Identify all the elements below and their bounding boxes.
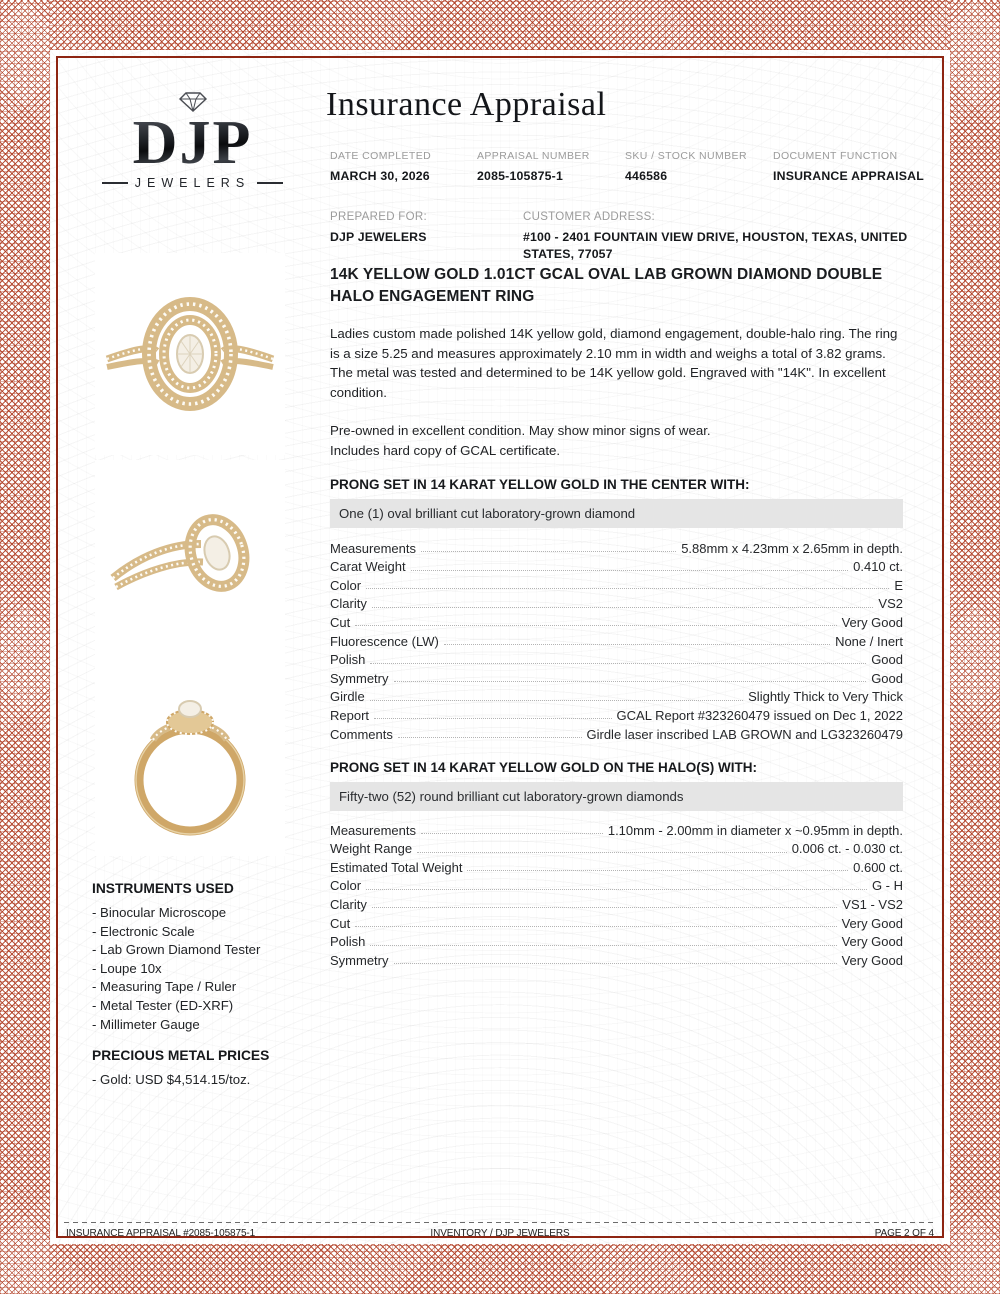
meta-value: 446586: [625, 169, 668, 183]
spec-row: [330, 574, 903, 593]
meta-appraisal-number: [477, 150, 590, 183]
meta-label: DOCUMENT FUNCTION: [773, 150, 898, 162]
metal-price-item: - Gold: USD $4,514.15/toz.: [92, 1072, 251, 1087]
dotted-leader: [394, 963, 837, 964]
instrument-item: - Binocular Microscope: [92, 905, 227, 920]
dotted-leader: [366, 889, 867, 890]
spec-value: G - H: [871, 878, 903, 894]
spec-row: [330, 949, 903, 968]
instrument-item: - Electronic Scale: [92, 923, 195, 939]
meta-label: SKU / STOCK NUMBER: [625, 150, 747, 162]
instruments-used-block: [92, 881, 317, 1034]
customer-address-value: #100 - 2401 FOUNTAIN VIEW DRIVE, HOUSTON, TEXAS, UNITED STATES, 77057: [523, 230, 908, 261]
dotted-leader: [444, 644, 830, 645]
customer-address-block: [523, 211, 908, 262]
instruments-heading: INSTRUMENTS USED: [92, 881, 234, 896]
dotted-leader: [370, 700, 743, 701]
spec-value: GCAL Report #323260479 issued on Dec 1, 2022: [616, 707, 903, 723]
spec-table-center-stone: [330, 537, 903, 742]
spec-value: 0.006 ct. - 0.030 ct.: [791, 841, 903, 857]
spec-value: E: [894, 577, 903, 593]
spec-value: Very Good: [841, 614, 903, 630]
spec-row: [330, 686, 903, 705]
spec-row: [330, 667, 903, 686]
spec-label: Symmetry: [330, 670, 389, 686]
document-title: Insurance Appraisal: [326, 86, 607, 123]
spec-row: [330, 649, 903, 668]
logo-dash-left: [102, 182, 128, 184]
spec-value: Very Good: [841, 934, 903, 950]
precious-metal-prices-block: [92, 1048, 317, 1090]
dotted-leader: [467, 870, 848, 871]
spec-value: Good: [871, 652, 903, 668]
meta-sku-number: [625, 150, 747, 183]
spec-label: Color: [330, 878, 362, 894]
spec-row: [330, 856, 903, 875]
dotted-leader: [421, 833, 603, 834]
spec-value: None / Inert: [835, 633, 903, 649]
spec-row: [330, 556, 903, 575]
spec-row: [330, 704, 903, 723]
meta-value: MARCH 30, 2026: [330, 169, 430, 183]
logo-monogram: DJP: [90, 114, 295, 172]
meta-label: DATE COMPLETED: [330, 150, 432, 162]
dotted-leader: [411, 570, 848, 571]
spec-row: [330, 537, 903, 556]
spec-value: VS2: [878, 596, 903, 612]
spec-label: Clarity: [330, 596, 367, 612]
spec-table-halo-stones: [330, 819, 903, 968]
spec-label: Measurements: [330, 540, 416, 556]
spec-row: [330, 723, 903, 742]
meta-value: INSURANCE APPRAISAL: [773, 169, 924, 183]
section-heading-center-stone: PRONG SET IN 14 KARAT YELLOW GOLD IN THE CENTER WITH:: [330, 477, 750, 492]
dotted-leader: [417, 852, 787, 853]
dotted-leader: [355, 926, 836, 927]
spec-label: Comments: [330, 726, 393, 742]
spec-row: [330, 611, 903, 630]
dotted-leader: [366, 588, 889, 589]
meta-value: 2085-105875-1: [477, 169, 564, 183]
section-summary-center-stone: One (1) oval brilliant cut laboratory-grown diamond: [330, 499, 903, 528]
item-description: Ladies custom made polished 14K yellow gold, diamond engagement, double-halo ring. The ring is a size 5.25 and measures approximately 2.10 mm in width and weighs a total of 3.82 grams. The metal was tested and determined to be 14K yellow gold. Engraved with "14K". In excellent condition.: [330, 326, 898, 400]
section-summary-halo-stones: Fifty-two (52) round brilliant cut laboratory-grown diamonds: [330, 782, 903, 811]
spec-row: [330, 931, 903, 950]
spec-label: Symmetry: [330, 952, 389, 968]
spec-value: Good: [871, 670, 903, 686]
spec-label: Carat Weight: [330, 559, 406, 575]
ring-photo-side-view: [95, 460, 285, 656]
item-title: 14K YELLOW GOLD 1.01CT GCAL OVAL LAB GROWN DIAMOND DOUBLE HALO ENGAGEMENT RING: [330, 266, 883, 305]
prepared-for-block: [330, 211, 515, 246]
spec-value: VS1 - VS2: [842, 896, 903, 912]
spec-label: Clarity: [330, 896, 367, 912]
instrument-item: - Millimeter Gauge: [92, 1016, 200, 1032]
border-guilloche-bottom: [0, 1244, 1000, 1294]
spec-value: Girdle laser inscribed LAB GROWN and LG323260479: [586, 726, 903, 742]
spec-label: Fluorescence (LW): [330, 633, 439, 649]
spec-value: 5.88mm x 4.23mm x 2.65mm in depth.: [681, 540, 903, 556]
meta-date-completed: [330, 150, 431, 183]
meta-document-function: [773, 150, 924, 183]
spec-value: 0.600 ct.: [853, 859, 903, 875]
dotted-leader: [370, 663, 866, 664]
dotted-leader: [372, 607, 874, 608]
spec-label: Cut: [330, 915, 351, 931]
prepared-for-label: PREPARED FOR:: [330, 211, 427, 223]
dotted-leader: [394, 681, 867, 682]
border-guilloche-right: [950, 0, 1000, 1294]
spec-label: Polish: [330, 934, 366, 950]
instrument-item: - Metal Tester (ED-XRF): [92, 997, 234, 1013]
spec-row: [330, 593, 903, 612]
footer-dashed-rule: [64, 1222, 936, 1223]
spec-value: 1.10mm - 2.00mm in diameter x ~0.95mm in depth.: [607, 822, 903, 838]
footer-page-number: PAGE 2 OF 4: [874, 1228, 934, 1239]
dotted-leader: [370, 945, 836, 946]
customer-address-label: CUSTOMER ADDRESS:: [523, 211, 656, 223]
djp-jewelers-logo: [90, 92, 295, 190]
prepared-for-value: DJP JEWELERS: [330, 230, 427, 244]
dotted-leader: [421, 551, 676, 552]
border-guilloche-top: [0, 0, 1000, 50]
spec-label: Estimated Total Weight: [330, 859, 463, 875]
border-guilloche-left: [0, 0, 50, 1294]
spec-row: [330, 893, 903, 912]
spec-label: Weight Range: [330, 841, 413, 857]
ring-photo-top-view: [95, 253, 285, 455]
dotted-leader: [398, 737, 582, 738]
spec-value: Very Good: [841, 915, 903, 931]
dotted-leader: [374, 718, 612, 719]
spec-row: [330, 875, 903, 894]
spec-value: 0.410 ct.: [853, 559, 903, 575]
instrument-item: - Loupe 10x: [92, 960, 162, 976]
spec-label: Girdle: [330, 689, 365, 705]
item-condition-note: [330, 421, 906, 460]
spec-label: Polish: [330, 652, 366, 668]
metal-prices-heading: PRECIOUS METAL PRICES: [92, 1048, 270, 1063]
footer-inventory-ref: INVENTORY / DJP JEWELERS: [430, 1228, 570, 1239]
spec-label: Cut: [330, 614, 351, 630]
meta-label: APPRAISAL NUMBER: [477, 150, 590, 162]
spec-row: [330, 838, 903, 857]
section-heading-halo-stones: PRONG SET IN 14 KARAT YELLOW GOLD ON THE HALO(S) WITH:: [330, 760, 757, 775]
spec-row: [330, 819, 903, 838]
spec-row: [330, 912, 903, 931]
spec-label: Measurements: [330, 822, 416, 838]
spec-label: Color: [330, 577, 362, 593]
condition-line: Includes hard copy of GCAL certificate.: [330, 442, 561, 458]
logo-subtext-row: [90, 176, 295, 190]
footer: [66, 1228, 934, 1239]
spec-value: Very Good: [841, 952, 903, 968]
condition-line: Pre-owned in excellent condition. May show minor signs of wear.: [330, 423, 711, 438]
dotted-leader: [355, 625, 836, 626]
logo-subtext: JEWELERS: [134, 176, 251, 190]
logo-dash-right: [257, 182, 283, 184]
dotted-leader: [372, 907, 837, 908]
instrument-item: - Lab Grown Diamond Tester: [92, 942, 261, 958]
spec-value: Slightly Thick to Very Thick: [748, 689, 903, 705]
spec-label: Report: [330, 707, 370, 723]
instrument-item: - Measuring Tape / Ruler: [92, 979, 237, 995]
document-sheet: [50, 50, 950, 1244]
ring-photo-profile-view: [95, 656, 285, 856]
footer-appraisal-ref: INSURANCE APPRAISAL #2085-105875-1: [66, 1228, 256, 1239]
spec-row: [330, 630, 903, 649]
